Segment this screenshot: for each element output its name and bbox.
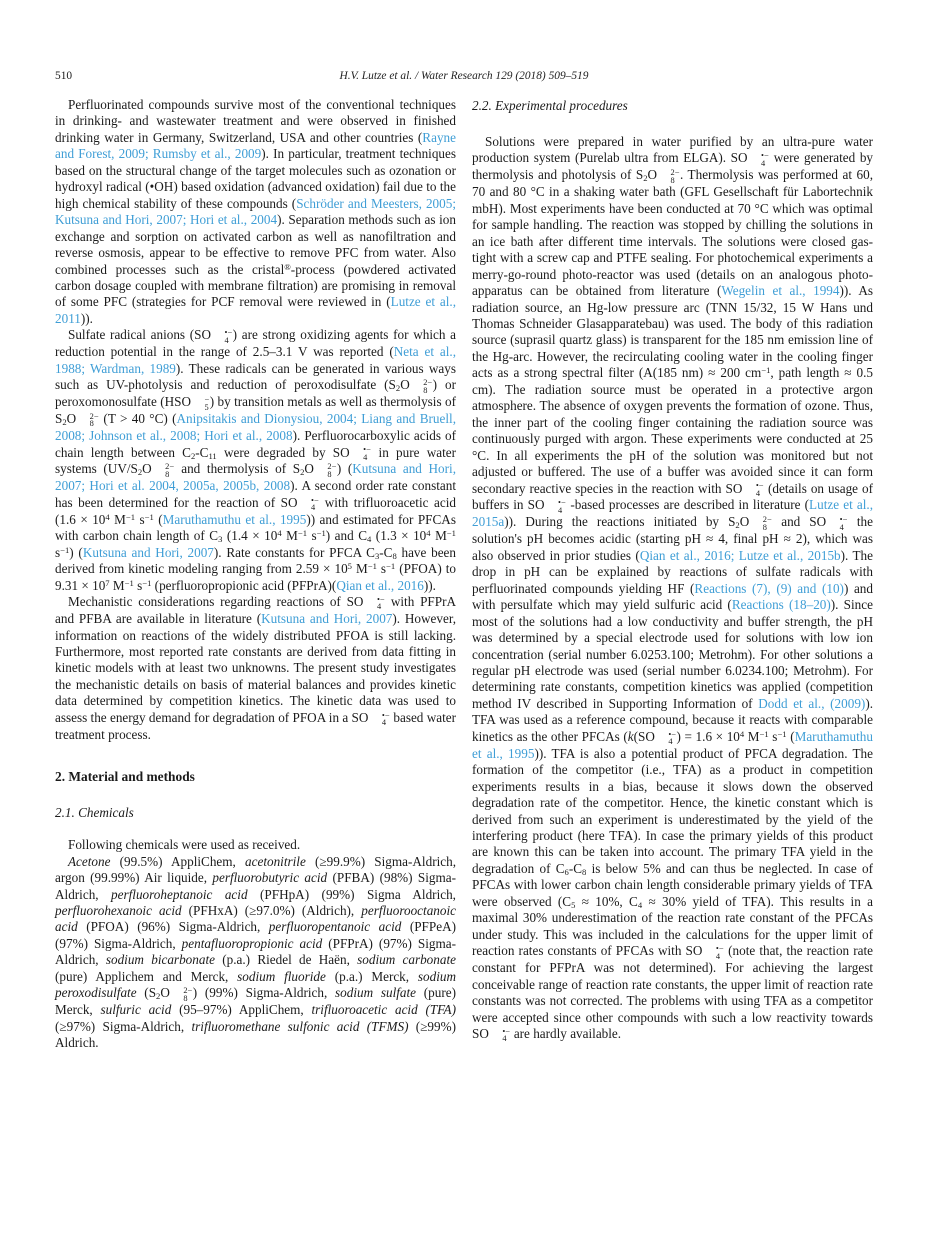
- stacked-ion-notation: •− 4: [761, 151, 769, 168]
- italic-term: sodium bicarbonate: [105, 952, 215, 968]
- stacked-ion-notation: •− 4: [668, 729, 677, 747]
- right-column: [472, 97, 873, 1052]
- subscript: 2: [735, 520, 740, 531]
- subscript: 8: [582, 867, 587, 878]
- italic-term: sulfuric acid: [100, 1002, 172, 1018]
- stacked-ion-notation: •− 4: [224, 328, 233, 345]
- citation-link[interactable]: Lutze et al., 2011: [55, 294, 456, 326]
- subscript: 3: [218, 534, 223, 545]
- citation-link[interactable]: Kutsuna and Hori, 2007: [82, 544, 214, 560]
- italic-term: trifluoromethane sulfonic acid (TFMS): [191, 1018, 409, 1034]
- citation-link[interactable]: Qian et al., 2016; Lutze et al., 2015b: [639, 547, 841, 563]
- subsection-heading: 2.2. Experimental procedures: [472, 98, 628, 113]
- citation-link[interactable]: Kutsuna and Hori, 2007; Hori et al. 2004, 2005a, 2005b, 2008: [55, 461, 456, 494]
- italic-term: perfluorooctanoic acid: [55, 902, 456, 935]
- subscript: 4: [637, 899, 643, 910]
- stacked-ion-notation: •− 4: [558, 498, 566, 515]
- left-column: [55, 97, 456, 1052]
- subscript: 2: [643, 173, 648, 184]
- superscript: −1: [124, 577, 134, 588]
- stacked-ion-notation: 2− 8: [183, 986, 193, 1003]
- subscript: 2: [62, 417, 67, 428]
- superscript: 4: [426, 528, 431, 539]
- superscript: −1: [777, 728, 787, 739]
- superscript: −1: [297, 528, 308, 539]
- page-number: 510: [55, 70, 73, 82]
- subscript: 2: [156, 991, 161, 1002]
- stacked-ion-notation: 2− 8: [423, 377, 433, 395]
- stacked-ion-notation: − 5: [204, 394, 210, 412]
- superscript: 4: [739, 728, 745, 739]
- italic-term: trifluoroacetic acid (TFA): [311, 1002, 456, 1018]
- superscript: −1: [761, 365, 771, 376]
- italic-term: k: [627, 728, 634, 744]
- subscript: 8: [392, 550, 397, 561]
- citation-link[interactable]: Maruthamuthu et al., 1995: [162, 511, 307, 527]
- paragraph: Perfluorinated compounds survive most of the conventional techniques in drinking- and wastewater treatment and were observed in finished drinking water in Germany, Switzerland, USA and other countries (Rayne and Forest, 2009; Rumsby et al., 2009). In particular, treatment techniques based on the structural change of the target molecules such as ozonation or hydroxyl radical (•OH) based oxidation (advanced oxidation) fail due to the high chemical stability of these compounds (Schröder and Meesters, 2005; Kutsuna and Hori, 2007; Hori et al., 2004). Separation methods such as ion exchange and sorption on activated carbon as well as nanofiltration and reverse osmosis, appear to be effective to remove PFC from water. Also combined processes such as the cristal®-process (powdered activated carbon dosage coupled with membrane filtration) are promising in removal of some PFC (strategies for PCF removal were reviewed in (Lutze et al., 2011)).: [55, 97, 457, 326]
- superscript: −1: [144, 511, 154, 522]
- citation-link[interactable]: Maruthamuthu et al., 1995: [472, 728, 873, 761]
- stacked-ion-notation: •− 4: [363, 445, 371, 462]
- subsection-heading: 2.1. Chemicals: [55, 805, 134, 821]
- section-heading: 2. Material and methods: [55, 769, 195, 785]
- superscript: −1: [759, 728, 769, 739]
- citation-link[interactable]: Reactions (7), (9) and (10): [694, 580, 844, 596]
- paragraph: Solutions were prepared in water purified by an ultra-pure water production system (Purelab ultra from ELGA). SO •− 4 were generated by thermolysis and photolysis of $S_2O$ 2− 8 . Thermolysis was performed at 60, 70 and 80 °C in a shaking water bath (GFL Gesellschaft für Labortechnik mbH). Most experiments have been conducted at 70 °C which was optimal for sample handling. The reaction was stopped by chilling the solutions in an ice bath after different time intervals. The solutions were closed gas-tight with a screw cap and PTFE sealing. For photochemical experiments a merry-go-round photo-reactor was used (details on an analogous photo-apparatus can be obtained from literature (Wegelin et al., 1994)). As radiation source, an Hg-low pressure arc (TNN 15/32, 15 W Hans und Thomas Schneider Glasapparatebau) was used. The body of this radiation source (suprasil quartz glass) is transparent for the 185 nm emission line of the Hg-arc. However, the recirculating cooling water in the cooling finger acts as a strong spectral filter (A(185 nm) ≈ 200 $cm^{-1}$, path length ≈ 0.5 cm). The radiation source must be operated in a protective argon atmosphere. The absence of oxygen prevents the formation of ozone. Thus, the inner part of the cooling finger containing the radiation source was continuously purged with argon. These experiments were conducted at 25 °C. In all experiments the pH of the solution was monitored but not adjusted or buffered. The use of a buffer was avoided since it can form secondary reactive species in the reaction with SO •− 4 (details on usage of buffers in SO •− 4 -based processes are described in literature (Lutze et al., 2015a)). During the reactions initiated by $S_2O$ 2− 8 and SO •− 4 the solution's pH becomes acidic (starting pH ≈ 4, final pH ≈ 2), which was also observed in prior studies (Qian et al., 2016; Lutze et al., 2015b). The drop in pH can be explained by reactions of sulfate radicals with perfluorinated compounds yielding HF (Reactions (7), (9) and (10)) and with persulfate which may yield sulfuric acid (Reactions (18–20)). Since most of the solutions had a low conductivity and buffer strength, the pH was determined by a special electrode used for solutions with low ion concentration (serial number 6.0253.100; Metrohm). For other solutions a regular pH electrode was used (serial number 6.0234.100; Metrohm). For determining rate constants, competition kinetics was applied (competition method IV described in Supporting Information of Dodd et al., (2009)). TFA was used as a reference compound, because it reacts with comparable kinetics as the other PFCAs (k(SO •− 4 ) = $1.6 \times 10^4$ $M^{-1}$ $s^{-1}$ (Maruthamuthu et al., 1995)). TFA is also a potential product of PFCA degradation. The formation of the competitor (i.e., TFA) as a product in competition experiments results in a bias, because it slows down the observed degradation rate of the competitor. Hence, the kinetic constant which is derived from such an experiment is underestimated by the yield of the interfering product (here TFA). In case the primary yields of this product are known this can be taken into account. The primary TFA yield in the degradation of $C_6-C_8$ is below 5% and can thus be neglected. In case of PFCAs with lower carbon chain length considerable primary yields of TFA were observed ($C_5 \approx 10\%$, $C_4 \approx 30\%$ yield of TFA). This results in a maximal 30% underestimation of the reaction rate constant of the PFCAs under study. This was included in the calculations for the upper limit of reaction rates constants of PFCAs with SO •− 4 (note that, the reaction rate constant for PFPrA was not determined). For achieving the largest conceivable range of reaction rate constants, the upper limit of reaction rate constants was not corrected. The problems with using TFA as a competitor were accepted since other compounds with such a low reactivity towards SO •− 4 are hardly available.: [472, 134, 874, 1044]
- italic-term: sodium sulfate: [335, 985, 417, 1001]
- stacked-ion-notation: •− 4: [839, 515, 848, 532]
- superscript: −1: [142, 577, 152, 588]
- superscript: −1: [316, 528, 326, 539]
- superscript: ®: [284, 261, 291, 272]
- stacked-ion-notation: •− 4: [311, 495, 319, 513]
- citation-link[interactable]: Qian et al., 2016: [336, 577, 424, 593]
- citation-link[interactable]: Rayne and Forest, 2009; Rumsby et al., 2009: [55, 129, 456, 162]
- paragraph: Acetone (99.5%) AppliChem, acetonitrile (≥99.9%) Sigma-Aldrich, argon (99.99%) Air liquide, perfluorobutyric acid (PFBA) (98%) Sigma-Aldrich, perfluoroheptanoic acid (PFHpA) (99%) Sigma Aldrich, perfluorohexanoic acid (PFHxA) (≥97.0%) (Aldrich), perfluorooctanoic acid (PFOA) (96%) Sigma-Aldrich, perfluoropentanoic acid (PFPeA) (97%) Sigma-Aldrich, pentafluoropropionic acid (PFPrA) (97%) Sigma-Aldrich, sodium bicarbonate (p.a.) Riedel de Haën, sodium carbonate (pure) Applichem and Merck, sodium fluoride (p.a.) Merck, sodium peroxodisulfate ($S_2O$ 2− 8 ) (99%) Sigma-Aldrich, sodium sulfate (pure) Merck, sulfuric acid (95–97%) AppliChem, trifluoroacetic acid (TFA) (≥97%) Sigma-Aldrich, trifluoromethane sulfonic acid (TFMS) (≥99%) Aldrich.: [55, 853, 457, 1051]
- paragraph: Mechanistic considerations regarding reactions of SO •− 4 with PFPrA and PFBA are available in literature (Kutsuna and Hori, 2007). However, information on reactions of the widely distributed PFOA is still lacking. Furthermore, most reported rate constants are derived from data fitting in kinetic models with at least two unknowns. The present study investigates the mechanistic details on basis of material balances and provides kinetic data determined by competition kinetics. The kinetic data was used to assess the energy demand for degradation of PFOA in a SO •− 4 based water treatment process.: [55, 594, 456, 742]
- stacked-ion-notation: 2− 8: [670, 168, 680, 185]
- journal-citation-line: H.V. Lutze et al. / Water Research 129 (2018) 509–519: [339, 70, 589, 82]
- stacked-ion-notation: 2− 8: [89, 411, 99, 429]
- paragraph: Following chemicals were used as received.: [68, 837, 301, 853]
- running-header: [55, 70, 873, 86]
- stacked-ion-notation: •− 4: [502, 1026, 511, 1044]
- italic-term: perfluorohexanoic acid: [55, 902, 182, 918]
- citation-link[interactable]: Lutze et al., 2015a: [472, 497, 873, 530]
- stacked-ion-notation: 2− 8: [165, 462, 175, 479]
- stacked-ion-notation: •− 4: [376, 594, 385, 612]
- italic-term: perfluoropentanoic acid: [268, 919, 402, 935]
- italic-term: sodium carbonate: [357, 952, 456, 968]
- superscript: −1: [446, 528, 456, 539]
- subscript: 5: [571, 899, 576, 910]
- citation-link[interactable]: Neta et al., 1988; Wardman, 1989: [55, 344, 456, 376]
- superscript: 4: [105, 511, 110, 522]
- italic-term: acetonitrile: [245, 853, 306, 869]
- italic-term: sodium fluoride: [237, 968, 326, 984]
- paragraph: Sulfate radical anions (SO •− 4 ) are strong oxidizing agents for which a reduction potential in the range of 2.5–3.1 V was reported (Neta et al., 1988; Wardman, 1989). These radicals can be generated in various ways such as UV-photolysis and reduction of peroxodisulfate ($S_2O$ 2− 8 ) or peroxomonosulfate (HSO − 5 ) by transition metals as well as thermolysis of $S_2O$ 2− 8 (T > 40 °C) (Anipsitakis and Dionysiou, 2004; Liang and Bruell, 2008; Johnson et al., 2008; Hori et al., 2008). Perfluorocarboxylic acids of chain length between $C_2-C_{11}$ were degraded by SO •− 4 in pure water systems ($UV/S_2O$ 2− 8 and thermolysis of $S_2O$ 2− 8 ) (Kutsuna and Hori, 2007; Hori et al. 2004, 2005a, 2005b, 2008). A second order rate constant has been determined for the reaction of SO •− 4 with trifluoroacetic acid ($1.6 \times 10^4$ $M^{-1}$ $s^{-1}$ (Maruthamuthu et al., 1995)) and estimated for PFCAs with carbon chain length of $C_3$ ($1.4 \times 10^4$ $M^{-1}$ $s^{-1}$) and $C_4$ ($1.3 \times 10^4$ $M^{-1}$ $s^{-1}$) (Kutsuna and Hori, 2007). Rate constants for PFCA $C_3-C_8$ have been derived from kinetic modeling ranging from $2.59 \times 10^5$ $M^{-1}$ $s^{-1}$ (PFOA) to $9.31 \times 10^7$ $M^{-1}$ $s^{-1}$ (perfluoropropionic acid (PFPrA)(Qian et al., 2016)).: [55, 327, 457, 593]
- two-column-body: [55, 97, 873, 1052]
- citation-link[interactable]: Reactions (18–20): [731, 597, 831, 613]
- superscript: −1: [367, 561, 377, 572]
- superscript: 5: [347, 561, 352, 572]
- stacked-ion-notation: •− 4: [755, 481, 764, 498]
- subscript: 2: [190, 450, 196, 461]
- citation-link[interactable]: Wegelin et al., 1994: [721, 283, 840, 299]
- subscript: 2: [300, 467, 305, 478]
- stacked-ion-notation: •− 4: [715, 943, 724, 961]
- citation-link[interactable]: Dodd et al., (2009): [758, 695, 866, 711]
- italic-term: Acetone: [68, 853, 111, 869]
- italic-term: pentafluoropropionic acid: [181, 935, 323, 951]
- stacked-ion-notation: 2− 8: [762, 515, 772, 532]
- superscript: 7: [105, 577, 110, 588]
- subscript: 4: [367, 534, 372, 545]
- superscript: 4: [277, 528, 282, 539]
- stacked-ion-notation: 2− 8: [327, 462, 337, 479]
- superscript: −1: [125, 511, 136, 522]
- italic-term: perfluoroheptanoic acid: [111, 886, 248, 902]
- italic-term: perfluorobutyric acid: [212, 870, 328, 886]
- subscript: 2: [395, 383, 401, 394]
- superscript: −1: [60, 544, 70, 555]
- subscript: 2: [137, 467, 143, 478]
- stacked-ion-notation: •− 4: [381, 710, 390, 728]
- superscript: −1: [386, 561, 396, 572]
- italic-term: sodium peroxodisulfate: [55, 968, 457, 1001]
- subscript: 3: [374, 550, 380, 561]
- citation-link[interactable]: Schröder and Meesters, 2005; Kutsuna and Hori, 2007; Hori et al., 2004: [55, 195, 457, 228]
- subscript: 6: [564, 867, 569, 878]
- citation-link[interactable]: Anipsitakis and Dionysiou, 2004; Liang and Bruell, 2008; Johnson et al., 2008; Hori et al., 2008: [55, 411, 456, 444]
- citation-link[interactable]: Kutsuna and Hori, 2007: [261, 611, 393, 627]
- subscript: 11: [208, 450, 217, 461]
